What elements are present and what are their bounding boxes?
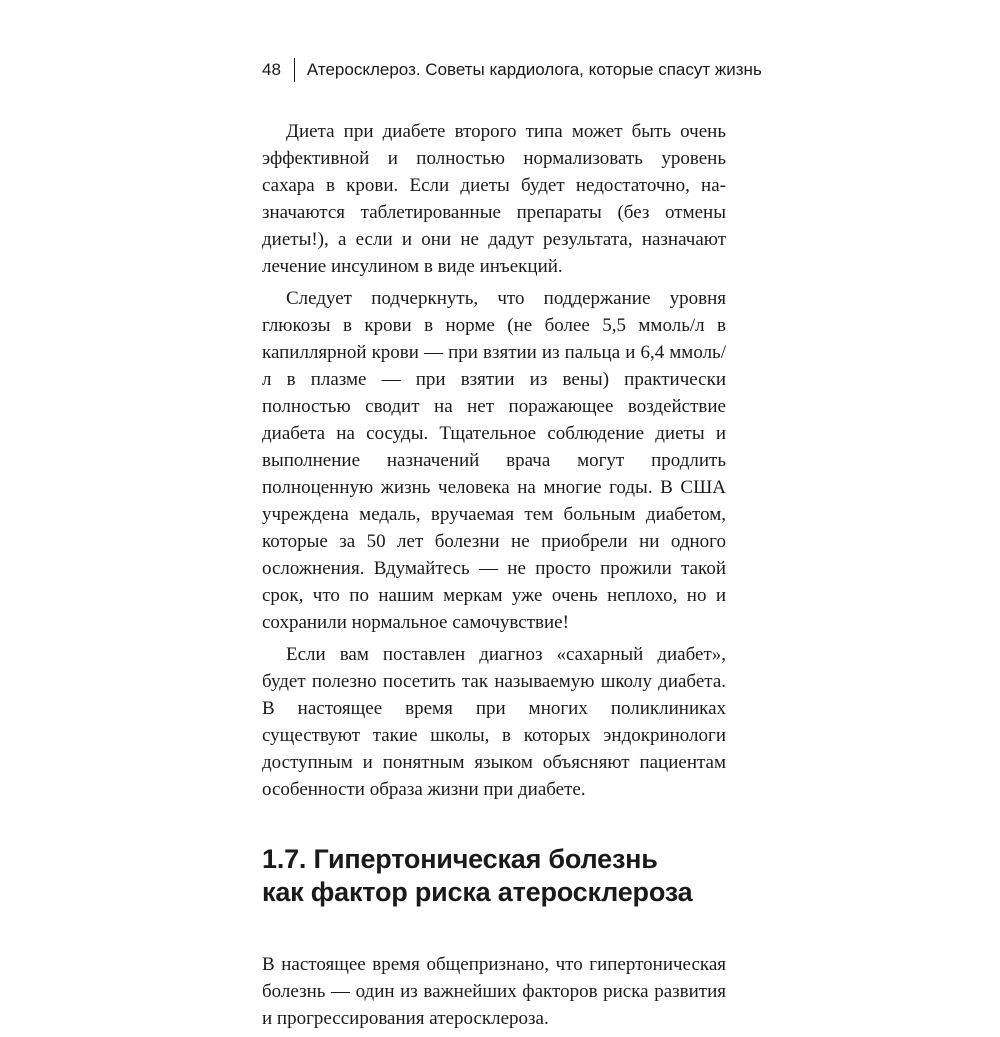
page-body — [262, 118, 726, 1037]
paragraph-hypertension-intro: В настоящее время общепризнано, что гипертоническая болезнь — один из важнейших факторов риска развития и прогрессирования атеросклероза. — [262, 954, 726, 1029]
book-title: Атеросклероз. Советы кардиолога, которые спасут жизнь — [306, 60, 762, 79]
paragraph-glucose: Следует подчеркнуть, что поддержание уровня глюкозы в крови в норме (не более 5,5 ммоль/л в капиллярной крови — при взятии из пальца и 6,4 ммоль/л в плазме — при взятии из вены) практически полностью сводит на нет поражающее воздействие диабета на сосуды. Тщательное соблюдение диеты и выполнение назначений врача могут продлить полноценную жизнь человека на многие годы. В США учреждена медаль, вручаемая тем больным диабетом, которые за 50 лет болезни не приобрели ни одного осложнения. Вдумайтесь — не просто прожили такой срок, что по нашим меркам уже очень неплохо, но и сохранили нормальное самочувствие! — [262, 288, 726, 633]
section-heading-line-1: 1.7. Гипертоническая болезнь — [262, 844, 658, 874]
page-number: 48 — [262, 60, 281, 79]
section-heading — [262, 843, 726, 909]
running-head — [262, 56, 762, 84]
paragraph-diet: Диета при диабете второго типа может быть очень эффективной и полностью нормализовать уровень сахара в крови. Если диеты будет недостаточно, назначаются таблетированные препараты (без отмены диеты!), а если и они не дадут результата, назначают лечение инсулином в виде инъекций. — [262, 121, 726, 277]
section-heading-line-2: как фактор риска атеросклероза — [262, 877, 693, 907]
paragraph-diabetes-school: Если вам поставлен диагноз «сахарный диабет», будет полезно посетить так называемую школу диабета. В настоящее время при многих поликлиниках существуют такие школы, в которых эндокринологи доступным и понятным языком объясняют пациентам особенности образа жизни при диабете. — [262, 644, 726, 800]
header-divider — [294, 58, 295, 82]
